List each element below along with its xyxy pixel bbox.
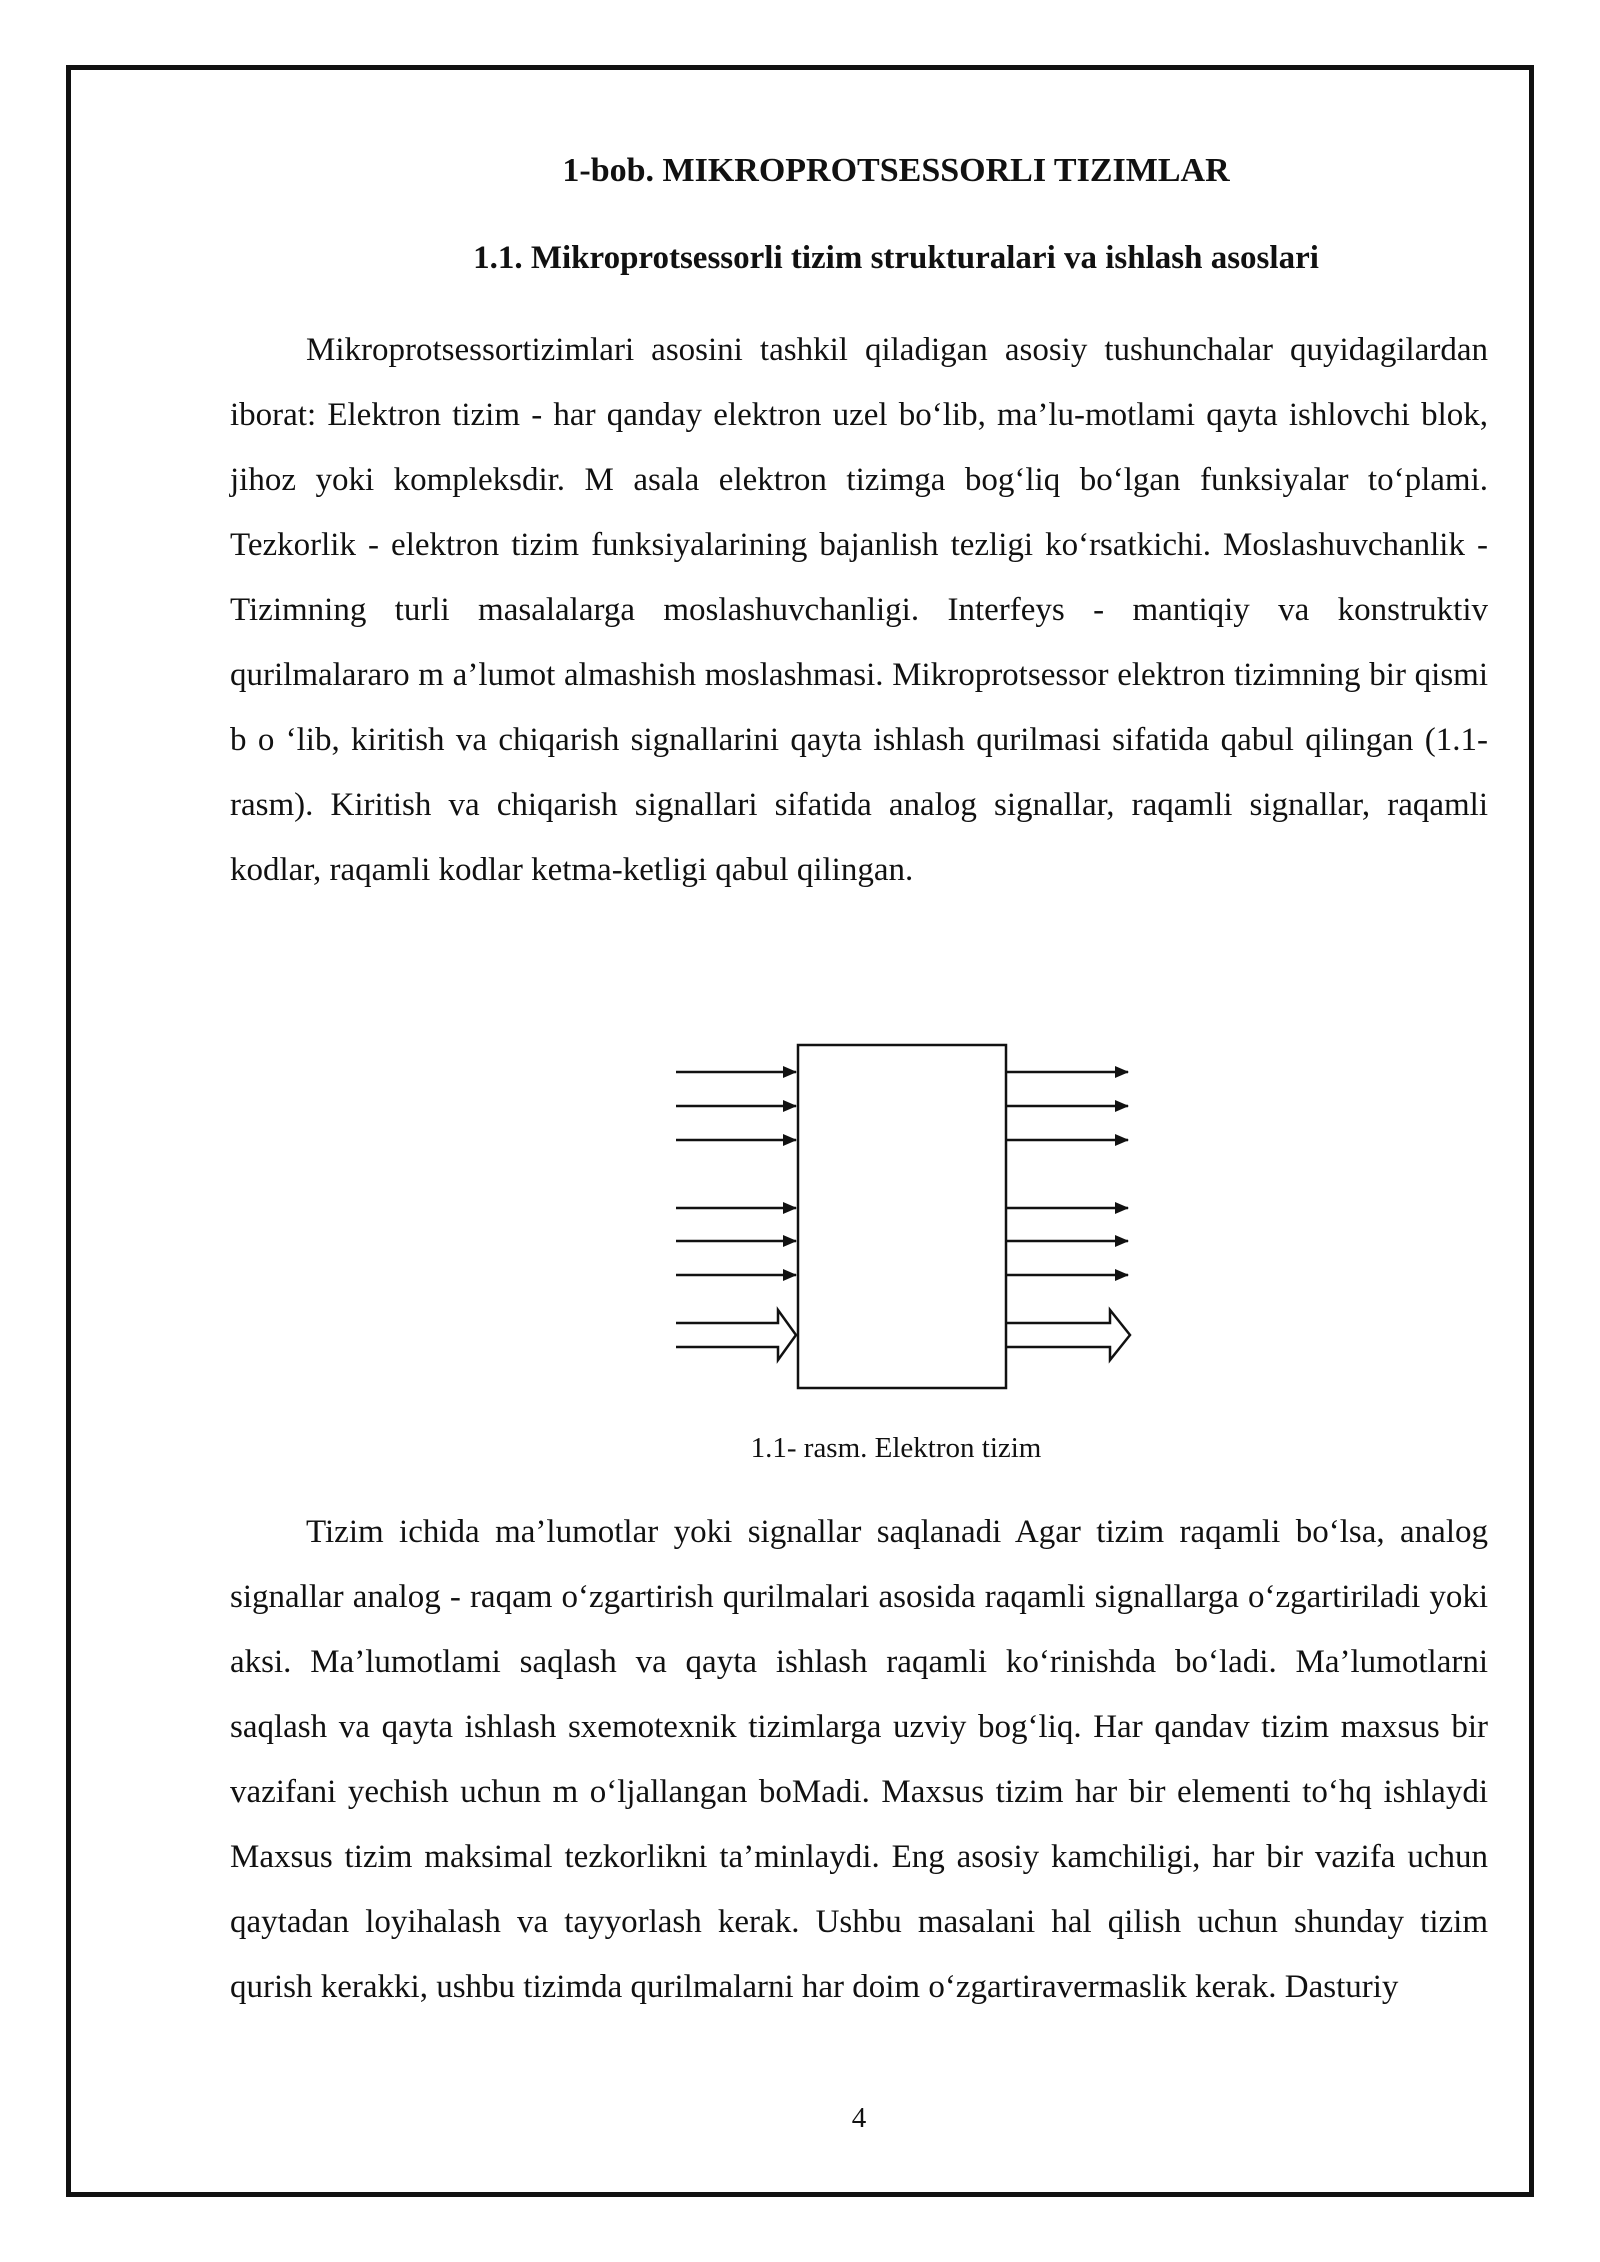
system-block xyxy=(798,1045,1006,1388)
page-number: 4 xyxy=(851,2102,867,2134)
chapter-title: 1-bob. MIKROPROTSESSORLI TIZIMLAR xyxy=(562,152,1230,189)
output-bus-arrow xyxy=(1007,1310,1130,1360)
figure-caption: 1.1- rasm. Elektron tizim xyxy=(750,1432,1042,1464)
body-paragraph-2: Tizim ichida ma’lumotlar yoki signallar saqlanadi Agar tizim raqamli bo‘lsa, analog signallar analog - raqam o‘zgartirish qurilmalari asosida raqamli signallarga o‘zgartiriladi yoki aksi. Ma’lumotlami saqlash va qayta ishlash raqamli ko‘rinishda bo‘ladi. Ma’lumotlarni saqlash va qayta ishlash sxemotexnik tizimlarga uzviy bog‘liq. Har qandav tizim maxsus bir vazifani yechish uchun m o‘ljallangan boMadi. Maxsus tizim har bir elementi to‘hq ishlaydi Maxsus tizim maksimal tezkorlikni ta’minlaydi. Eng asosiy kamchiligi, har bir vazifa uchun qaytadan loyihalash va tayyorlash kerak. Ushbu masalani hal qilish uchun shunday tizim qurish kerakki, ushbu tizimda qurilmalarni har doim o‘zgartiravermaslik kerak. Dasturiy xyxy=(230,1514,1488,2005)
electronic-system-diagram xyxy=(670,1030,1140,1400)
body-paragraph-1: Mikroprotsessortizimlari asosini tashkil qiladigan asosiy tushunchalar quyidagilardan iborat: Elektron tizim - har qanday elektron uzel bo‘lib, ma’lu-motlami qayta ishlovchi blok, jihoz yoki kompleksdir. M asala elektron tizimga bog‘liq bo‘lgan funksiyalar to‘plami. Tezkorlik - elektron tizim funksiyalarining bajanlish tezligi ko‘rsatkichi. Moslashuvchanlik - Tizimning turli masalalarga moslashuvchanligi. Interfeys - mantiqiy va konstruktiv qurilmalararo m a’lumot almashish moslashmasi. Mikroprotsessor elektron tizimning bir qismi b o ‘lib, kiritish va chiqarish signallarini qayta ishlash qurilmasi sifatida qabul qilingan (1.1-rasm). Kiritish va chiqarish signallari sifatida analog signallar, raqamli signallar, raqamli kodlar, raqamli kodlar ketma-ketligi qabul qilingan. xyxy=(230,332,1488,888)
section-title: 1.1. Mikroprotsessorli tizim strukturalari va ishlash asoslari xyxy=(473,240,1319,276)
input-bus-arrow xyxy=(676,1310,796,1360)
